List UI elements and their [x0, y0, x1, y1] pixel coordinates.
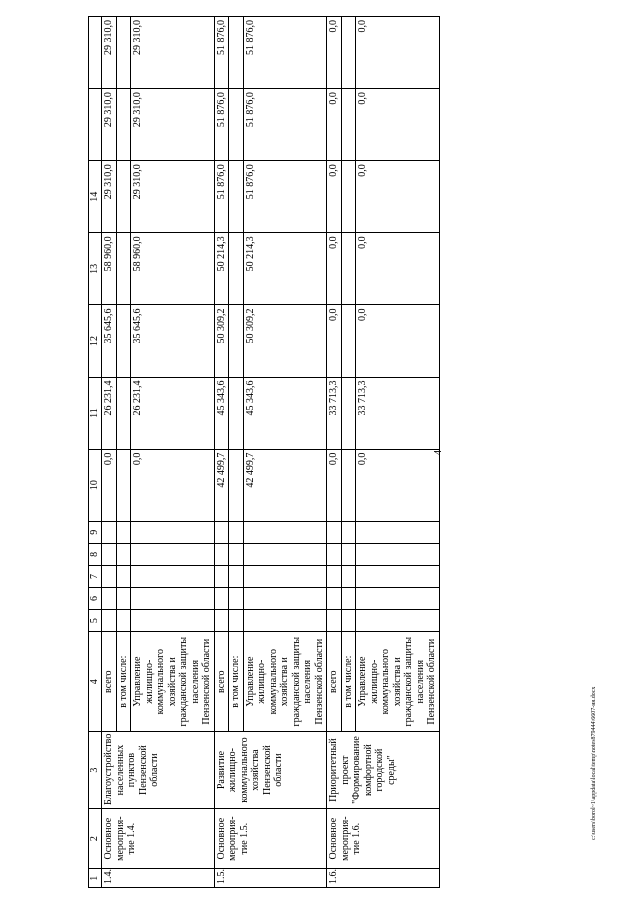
empty-cell: [131, 588, 215, 610]
amount-cell: 58 960,0: [131, 233, 215, 305]
empty-cell: [102, 565, 117, 587]
amount-cell: [116, 233, 131, 305]
amount-cell: 29 310,0: [102, 89, 117, 161]
amount-cell: 51 876,0: [214, 17, 229, 89]
footer-file-path: c:\users\borol~1\appdata\local\temp\notes879444\6607-ия.docx: [591, 686, 597, 840]
empty-cell: [131, 521, 215, 543]
empty-cell: [102, 588, 117, 610]
empty-cell: [131, 543, 215, 565]
empty-cell: [356, 565, 440, 587]
amount-cell: 58 960,0: [102, 233, 117, 305]
column-number: 3: [89, 732, 102, 809]
column-number: 9: [89, 521, 102, 543]
empty-cell: [341, 521, 356, 543]
column-number-row: [89, 17, 102, 888]
empty-cell: [327, 521, 342, 543]
column-number: 6: [89, 588, 102, 610]
amount-cell: [229, 89, 244, 161]
event-name: Развитие жилищно-коммунального хозяйства Пензенской области: [214, 732, 327, 809]
amount-cell: [116, 377, 131, 449]
amount-cell: 0,0: [131, 449, 215, 521]
table-row: [214, 17, 229, 888]
event-label: Основное мероприя-тие 1.6.: [327, 808, 440, 868]
column-number-empty: [89, 89, 102, 161]
amount-cell: 0,0: [327, 17, 342, 89]
empty-cell: [356, 543, 440, 565]
amount-cell: 0,0: [356, 89, 440, 161]
amount-cell: [341, 233, 356, 305]
empty-cell: [327, 610, 342, 632]
amount-cell: 29 310,0: [102, 17, 117, 89]
empty-cell: [229, 521, 244, 543]
column-number: 10: [89, 449, 102, 521]
amount-cell: [229, 305, 244, 377]
amount-cell: [116, 449, 131, 521]
page-number: 4: [433, 450, 444, 455]
empty-cell: [356, 588, 440, 610]
amount-cell: 50 214,3: [214, 233, 229, 305]
column-number: 5: [89, 610, 102, 632]
event-name: Благоустройство населенных пунктов Пензенской области: [102, 732, 215, 809]
amount-cell: 29 310,0: [102, 161, 117, 233]
amount-cell: 0,0: [356, 449, 440, 521]
amount-cell: [116, 17, 131, 89]
amount-cell: 51 876,0: [214, 89, 229, 161]
budget-table-rotated: [88, 16, 588, 888]
amount-cell: [229, 449, 244, 521]
amount-cell: [229, 377, 244, 449]
empty-cell: [102, 521, 117, 543]
empty-cell: [229, 565, 244, 587]
amount-cell: 50 309,2: [214, 305, 229, 377]
amount-cell: 50 214,3: [243, 233, 327, 305]
row-description: Управление жилищно-коммунального хозяйства и гражданской защиты населения Пензенской области: [243, 632, 327, 732]
column-number: 8: [89, 543, 102, 565]
row-description: всего: [102, 632, 117, 732]
event-label: Основное мероприя-тие 1.5.: [214, 808, 327, 868]
amount-cell: 42 499,7: [243, 449, 327, 521]
budget-table: [88, 16, 440, 888]
empty-cell: [214, 543, 229, 565]
amount-cell: [229, 17, 244, 89]
column-number: 12: [89, 305, 102, 377]
column-number: 13: [89, 233, 102, 305]
amount-cell: 51 876,0: [243, 161, 327, 233]
amount-cell: [341, 89, 356, 161]
amount-cell: [341, 305, 356, 377]
amount-cell: 29 310,0: [131, 89, 215, 161]
amount-cell: 26 231,4: [102, 377, 117, 449]
column-number: 1: [89, 869, 102, 888]
event-label: Основное мероприя-тие 1.4.: [102, 808, 215, 868]
amount-cell: 0,0: [356, 305, 440, 377]
empty-cell: [243, 543, 327, 565]
section-number: 1.4.: [102, 869, 215, 888]
empty-cell: [229, 543, 244, 565]
empty-cell: [356, 521, 440, 543]
empty-cell: [341, 610, 356, 632]
empty-cell: [116, 543, 131, 565]
amount-cell: 0,0: [327, 161, 342, 233]
empty-cell: [356, 610, 440, 632]
section-number: 1.5.: [214, 869, 327, 888]
empty-cell: [243, 588, 327, 610]
column-number: 14: [89, 161, 102, 233]
row-description: Управление жилищно-коммунального хозяйства и гражданской защиты населения Пензенской области: [356, 632, 440, 732]
event-name: Приоритетный проект "Формирование комфортной городской среды": [327, 732, 440, 809]
row-description: в том числе:: [116, 632, 131, 732]
empty-cell: [116, 565, 131, 587]
empty-cell: [341, 543, 356, 565]
empty-cell: [229, 610, 244, 632]
empty-cell: [116, 521, 131, 543]
amount-cell: 0,0: [327, 449, 342, 521]
empty-cell: [116, 588, 131, 610]
empty-cell: [243, 521, 327, 543]
empty-cell: [229, 588, 244, 610]
amount-cell: [116, 89, 131, 161]
row-description: всего: [214, 632, 229, 732]
row-description: всего: [327, 632, 342, 732]
empty-cell: [102, 610, 117, 632]
amount-cell: [341, 377, 356, 449]
amount-cell: 0,0: [356, 161, 440, 233]
section-number: 1.6.: [327, 869, 440, 888]
column-number: 2: [89, 808, 102, 868]
amount-cell: 33 713,3: [356, 377, 440, 449]
amount-cell: 0,0: [356, 233, 440, 305]
empty-cell: [102, 543, 117, 565]
amount-cell: 0,0: [327, 233, 342, 305]
empty-cell: [214, 610, 229, 632]
amount-cell: 0,0: [327, 305, 342, 377]
amount-cell: 51 876,0: [243, 17, 327, 89]
empty-cell: [327, 543, 342, 565]
amount-cell: 33 713,3: [327, 377, 342, 449]
empty-cell: [131, 565, 215, 587]
amount-cell: 51 876,0: [214, 161, 229, 233]
empty-cell: [131, 610, 215, 632]
empty-cell: [116, 610, 131, 632]
table-row: [327, 17, 342, 888]
amount-cell: 35 645,6: [131, 305, 215, 377]
amount-cell: [116, 161, 131, 233]
amount-cell: [116, 305, 131, 377]
empty-cell: [214, 588, 229, 610]
empty-cell: [243, 610, 327, 632]
amount-cell: [341, 161, 356, 233]
empty-cell: [341, 565, 356, 587]
empty-cell: [327, 588, 342, 610]
table-row: [102, 17, 117, 888]
column-number: 7: [89, 565, 102, 587]
column-number: 11: [89, 377, 102, 449]
row-description: Управление жилищно-коммунального хозяйства и гражданской защиты населения Пензенской области: [131, 632, 215, 732]
amount-cell: 0,0: [356, 17, 440, 89]
empty-cell: [214, 521, 229, 543]
amount-cell: 50 309,2: [243, 305, 327, 377]
column-number: 4: [89, 632, 102, 732]
amount-cell: 26 231,4: [131, 377, 215, 449]
amount-cell: 35 645,6: [102, 305, 117, 377]
amount-cell: 42 499,7: [214, 449, 229, 521]
empty-cell: [243, 565, 327, 587]
amount-cell: [229, 233, 244, 305]
amount-cell: [341, 449, 356, 521]
empty-cell: [341, 588, 356, 610]
row-description: в том числе:: [341, 632, 356, 732]
amount-cell: 29 310,0: [131, 17, 215, 89]
amount-cell: [229, 161, 244, 233]
empty-cell: [327, 565, 342, 587]
row-description: в том числе:: [229, 632, 244, 732]
empty-cell: [214, 565, 229, 587]
column-number-empty: [89, 17, 102, 89]
amount-cell: 45 343,6: [214, 377, 229, 449]
amount-cell: 0,0: [102, 449, 117, 521]
amount-cell: 51 876,0: [243, 89, 327, 161]
amount-cell: 0,0: [327, 89, 342, 161]
amount-cell: [341, 17, 356, 89]
amount-cell: 45 343,6: [243, 377, 327, 449]
amount-cell: 29 310,0: [131, 161, 215, 233]
